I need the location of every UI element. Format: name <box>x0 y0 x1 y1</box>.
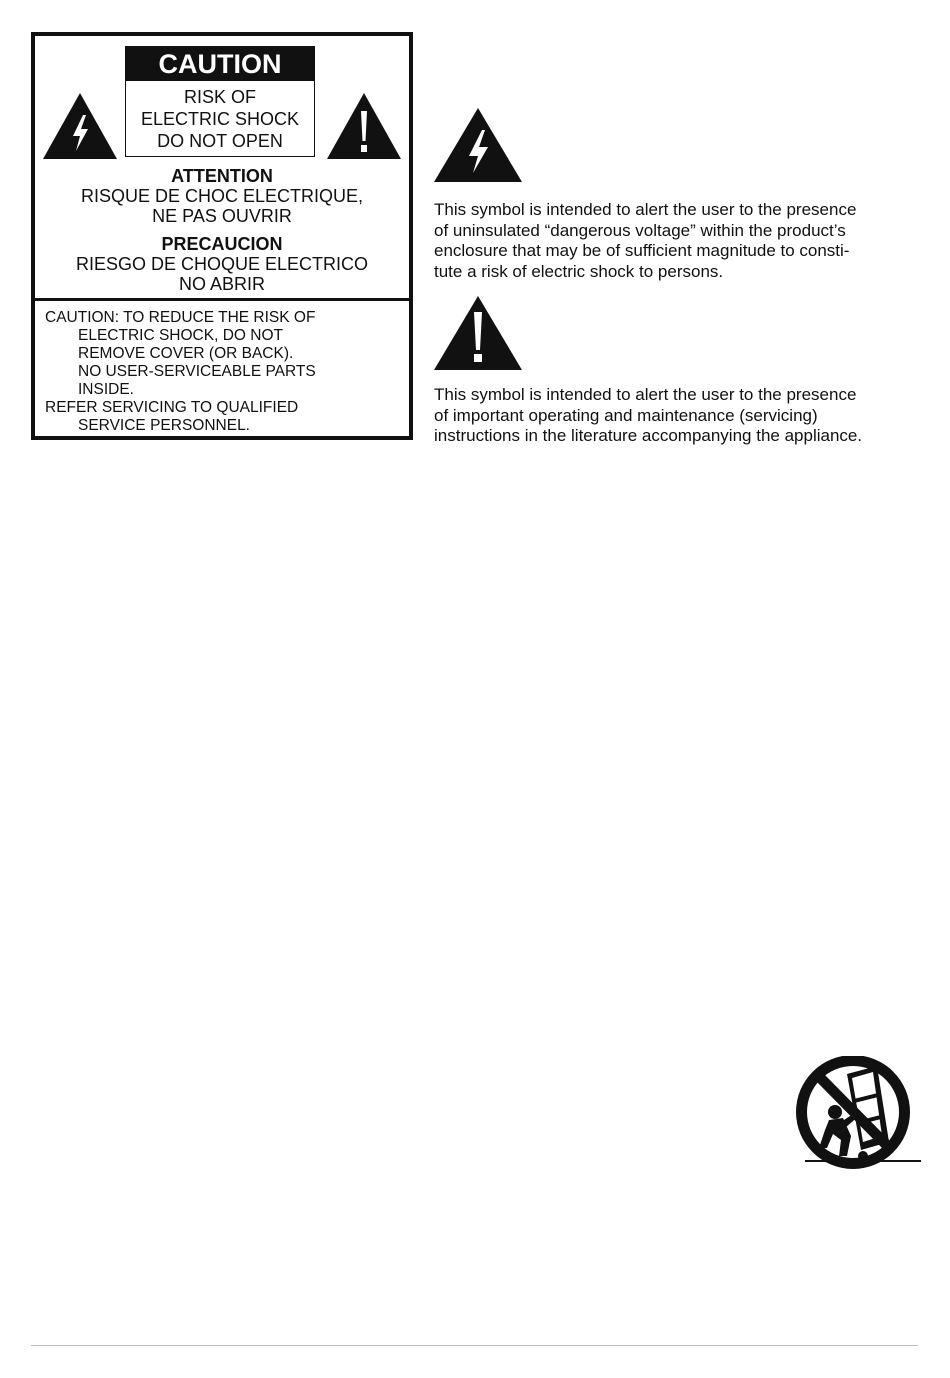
instruction-line: CAUTION: TO REDUCE THE RISK OF <box>45 309 316 326</box>
description-line: of important operating and maintenance (servicing) <box>434 405 818 425</box>
french-heading: ATTENTION <box>171 166 273 186</box>
description-line: This symbol is intended to alert the user to the presence <box>434 385 857 404</box>
caution-label <box>31 32 413 440</box>
spanish-heading: PRECAUCION <box>161 234 283 254</box>
risk-line: RISK OF <box>183 87 256 107</box>
description-line: instructions in the literature accompanying the appliance. <box>434 426 863 445</box>
footer-divider <box>31 1345 918 1346</box>
caution-header <box>125 46 315 157</box>
french-line: RISQUE DE CHOC ELECTRIQUE, <box>80 186 364 206</box>
instruction-line: INSIDE. <box>78 381 134 398</box>
risk-line: ELECTRIC SHOCK <box>140 109 300 129</box>
instruction-line: REMOVE COVER (OR BACK). <box>78 345 294 362</box>
caution-label-top <box>35 36 409 301</box>
cart-tip-over-warning-icon <box>789 1056 921 1174</box>
exclamation-symbol-description <box>434 385 914 447</box>
instruction-line: NO USER-SERVICEABLE PARTS <box>78 363 316 380</box>
french-line: NE PAS OUVRIR <box>152 206 292 226</box>
lightning-warning-icon <box>41 91 119 161</box>
risk-line: DO NOT OPEN <box>157 131 283 151</box>
caution-title: CAUTION <box>126 47 314 81</box>
lightning-warning-icon <box>432 106 524 184</box>
exclamation-warning-icon <box>325 91 403 161</box>
risk-text <box>126 81 314 156</box>
translations <box>35 166 409 294</box>
spanish-line: RIESGO DE CHOQUE ELECTRICO <box>75 254 369 274</box>
instruction-line: ELECTRIC SHOCK, DO NOT <box>78 327 283 344</box>
instruction-line: SERVICE PERSONNEL. <box>78 417 250 434</box>
description-line: enclosure that may be of sufficient magnitude to consti- <box>434 241 850 260</box>
exclamation-warning-icon <box>432 294 524 372</box>
description-line: tute a risk of electric shock to persons. <box>434 261 724 281</box>
description-line: of uninsulated “dangerous voltage” within the product’s <box>434 220 846 240</box>
description-line: This symbol is intended to alert the user to the presence <box>434 200 857 219</box>
spanish-line: NO ABRIR <box>178 274 266 294</box>
instruction-line: REFER SERVICING TO QUALIFIED <box>45 399 299 416</box>
lightning-symbol-description <box>434 200 914 282</box>
caution-instructions <box>45 309 401 435</box>
